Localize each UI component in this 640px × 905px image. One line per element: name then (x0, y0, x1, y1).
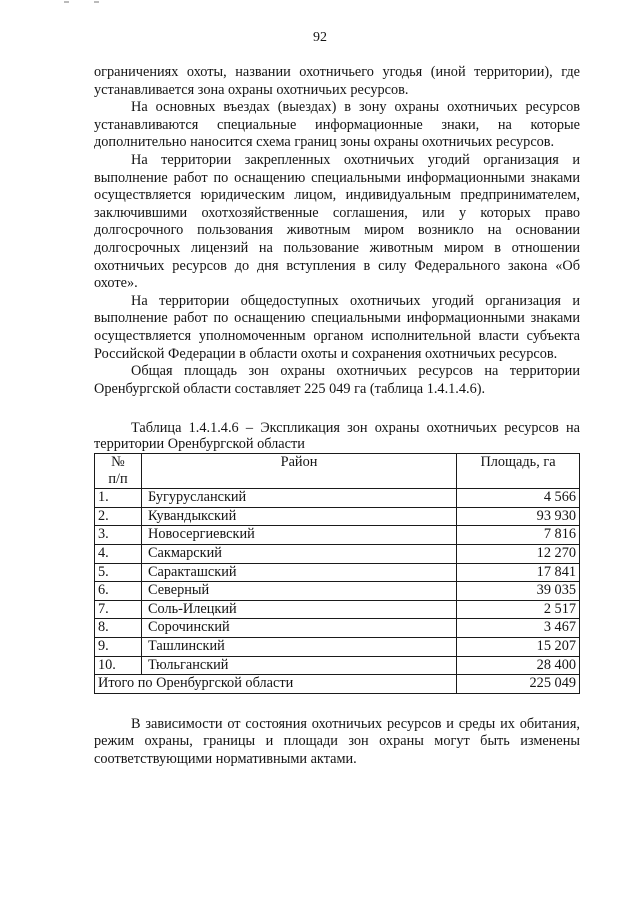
total-label: Итого по Оренбургской области (95, 675, 457, 694)
table-row (95, 489, 580, 508)
total-area: 225 049 (457, 675, 580, 694)
row-area: 2 517 (457, 600, 580, 619)
row-num: 2. (95, 507, 142, 526)
row-area: 7 816 (457, 526, 580, 545)
paragraph: На территории закрепленных охотничьих угодий организация и выполнение работ по оснащению специальными информационными знаками осуществляется юридическим лицом, индивидуальным предпринимателем, заключившими охотхозяйственные соглашения, или у которых право долгосрочного пользования животным миром возникло на основании долгосрочных лицензий на пользование животным миром в отношении охотничьих ресурсов до дня вступления в силу Федерального закона «Об охоте». (94, 151, 580, 292)
row-district: Соль-Илецкий (142, 600, 457, 619)
row-area: 17 841 (457, 563, 580, 582)
row-district: Новосергиевский (142, 526, 457, 545)
row-district: Ташлинский (142, 638, 457, 657)
closing-paragraph: В зависимости от состояния охотничьих ресурсов и среды их обитания, режим охраны, границы и площади зон охраны могут быть изменены соответствующими нормативными актами. (94, 715, 580, 767)
zones-table (94, 453, 580, 694)
row-num: 1. (95, 489, 142, 508)
table-row (95, 507, 580, 526)
row-district: Саракташский (142, 563, 457, 582)
table-caption: Таблица 1.4.1.4.6 – Экспликация зон охраны охотничьих ресурсов на территории Оренбургской области (94, 420, 580, 453)
row-district: Северный (142, 582, 457, 601)
row-num: 9. (95, 638, 142, 657)
page-number: 92 (313, 30, 327, 45)
row-area: 28 400 (457, 656, 580, 675)
row-num: 3. (95, 526, 142, 545)
row-area: 93 930 (457, 507, 580, 526)
table-row (95, 545, 580, 564)
row-district: Тюльганский (142, 656, 457, 675)
table-row (95, 526, 580, 545)
paragraph: ограничениях охоты, названии охотничьего угодья (иной территории), где устанавливается зона охраны охотничьих ресурсов. (94, 64, 580, 98)
paragraph: Общая площадь зон охраны охотничьих ресурсов на территории Оренбургской области составляет 225 049 га (таблица 1.4.1.4.6). (94, 363, 580, 397)
header-area: Площадь, га (457, 454, 580, 489)
row-area: 12 270 (457, 545, 580, 564)
header-district: Район (142, 454, 457, 489)
table-row (95, 563, 580, 582)
row-num: 10. (95, 656, 142, 675)
paragraph: На основных въездах (выездах) в зону охраны охотничьих ресурсов устанавливаются специальные информационные знаки, на которые дополнительно наносится схема границ зоны охраны охотничьих ресурсов. (94, 99, 580, 151)
row-num: 4. (95, 545, 142, 564)
row-num: 5. (95, 563, 142, 582)
row-district: Сорочинский (142, 619, 457, 638)
table-row (95, 638, 580, 657)
row-num: 6. (95, 582, 142, 601)
row-num: 7. (95, 600, 142, 619)
table-total-row (95, 675, 580, 694)
paragraph: На территории общедоступных охотничьих угодий организация и выполнение работ по оснащению специальными информационными знаками осуществляется уполномоченным органом исполнительной власти субъекта Российской Федерации в области охоты и сохранения охотничьих ресурсов. (94, 292, 580, 362)
row-district: Сакмарский (142, 545, 457, 564)
header-num: № п/п (95, 454, 142, 489)
table-row (95, 656, 580, 675)
row-area: 39 035 (457, 582, 580, 601)
table-header-row (95, 454, 580, 489)
table-row (95, 600, 580, 619)
row-district: Бугурусланский (142, 489, 457, 508)
row-area: 3 467 (457, 619, 580, 638)
row-area: 4 566 (457, 489, 580, 508)
table-row (95, 619, 580, 638)
row-area: 15 207 (457, 638, 580, 657)
table-row (95, 582, 580, 601)
row-num: 8. (95, 619, 142, 638)
page-body (94, 64, 580, 769)
row-district: Кувандыкский (142, 507, 457, 526)
